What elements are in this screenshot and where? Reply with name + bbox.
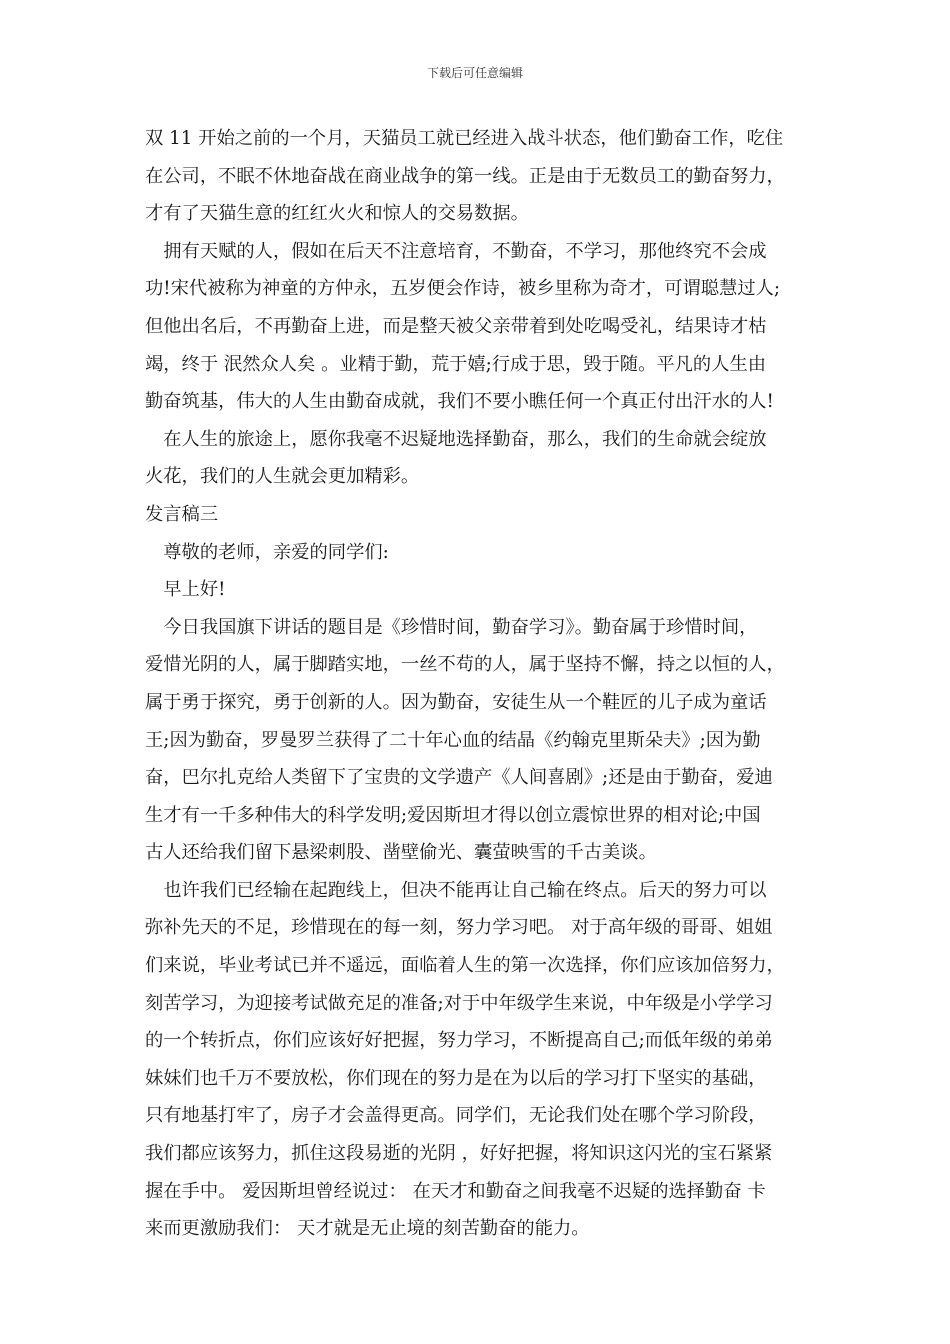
paragraph <box>145 872 813 1248</box>
text-line: 属于勇于探究，勇于创新的人。因为勤奋，安徒生从一个鞋匠的儿子成为童话 <box>145 691 767 713</box>
text-line: 双 11 开始之前的一个月，天猫员工就已经进入战斗状态，他们勤奋工作，吃住 <box>145 128 784 149</box>
text-line: 刻苦学习，为迎接考试做充足的准备;对于中年级学生来说，中年级是小学学习 <box>145 992 773 1014</box>
text-line: 在公司，不眠不休地奋战在商业战争的第一线。正是由于无数员工的勤奋努力， <box>145 165 785 187</box>
text-line: 弥补先天的不足，珍惜现在的每一刻，努力学习吧。 对于高年级的哥哥、姐姐 <box>145 917 773 939</box>
paragraph <box>145 120 813 233</box>
text-line: 生才有一千多种伟大的科学发明;爱因斯坦才得以创立震惊世界的相对论;中国 <box>145 804 761 826</box>
text-line: 勤奋筑基，伟大的人生由勤奋成就，我们不要小瞧任何一个真正付出汗水的人! <box>145 391 774 413</box>
page-header: 下载后可任意编辑 <box>426 66 523 80</box>
text-line: 古人还给我们留下悬梁刺股、凿壁偷光、囊萤映雪的千古美谈。 <box>145 842 657 864</box>
text-line: 也许我们已经输在起跑线上，但决不能再让自己输在终点。后天的努力可以 <box>145 879 767 901</box>
text-line: 来而更激励我们： 天才就是无止境的刻苦勤奋的能力。 <box>145 1218 590 1240</box>
paragraph <box>145 609 813 872</box>
text-line: 只有地基打牢了，房子才会盖得更高。同学们，无论我们处在哪个学习阶段， <box>145 1105 767 1127</box>
paragraph <box>145 496 813 534</box>
text-line: 爱惜光阴的人，属于脚踏实地，一丝不苟的人，属于坚持不懈，持之以恒的人， <box>145 654 785 676</box>
text-line: 在人生的旅途上，愿你我毫不迟疑地选择勤奋，那么，我们的生命就会绽放 <box>145 428 767 450</box>
paragraph <box>145 421 813 496</box>
text-line: 今日我国旗下讲话的题目是《珍惜时间，勤奋学习》。勤奋属于珍惜时间， <box>145 616 758 638</box>
text-line: 们来说，毕业考试已并不遥远，面临着人生的第一次选择，你们应该加倍努力， <box>145 955 785 977</box>
text-line: 王;因为勤奋，罗曼罗兰获得了二十年心血的结晶《约翰克里斯朵夫》;因为勤 <box>145 729 761 751</box>
text-line: 妹妹们也千万不要放松，你们现在的努力是在为以后的学习打下坚实的基础， <box>145 1067 767 1089</box>
text-line: 尊敬的老师，亲爱的同学们: <box>145 541 389 563</box>
text-line: 的一个转折点，你们应该好好把握，努力学习，不断提高自己;而低年级的弟弟 <box>145 1030 773 1052</box>
text-line: 功!宋代被称为神童的方仲永，五岁便会作诗，被乡里称为奇才，可谓聪慧过人; <box>145 278 781 300</box>
paragraph <box>145 534 813 572</box>
paragraph <box>145 233 813 421</box>
text-line: 握在手中。 爱因斯坦曾经说过： 在天才和勤奋之间我毫不迟疑的选择勤奋 卡 <box>145 1180 766 1202</box>
text-line: 早上好! <box>145 579 226 601</box>
text-line: 才有了天猫生意的红红火火和惊人的交易数据。 <box>145 203 529 225</box>
paragraph <box>145 571 813 609</box>
text-line: 火花，我们的人生就会更加精彩。 <box>145 466 420 488</box>
text-line: 拥有天赋的人，假如在后天不注意培育，不勤奋，不学习，那他终究不会成 <box>145 240 767 262</box>
text-line: 竭，终于 泯然众人矣 。业精于勤，荒于嬉;行成于思，毁于随。平凡的人生由 <box>145 353 767 375</box>
text-line: 发言稿三 <box>145 503 219 525</box>
document-body <box>145 120 813 1248</box>
text-line: 但他出名后，不再勤奋上进，而是整天被父亲带着到处吃喝受礼，结果诗才枯 <box>145 315 767 337</box>
text-line: 奋，巴尔扎克给人类留下了宝贵的文学遗产《人间喜剧》;还是由于勤奋，爱迪 <box>145 767 773 789</box>
text-line: 我们都应该努力，抓住这段易逝的光阴 ，好好把握，将知识这闪光的宝石紧紧 <box>145 1143 773 1165</box>
